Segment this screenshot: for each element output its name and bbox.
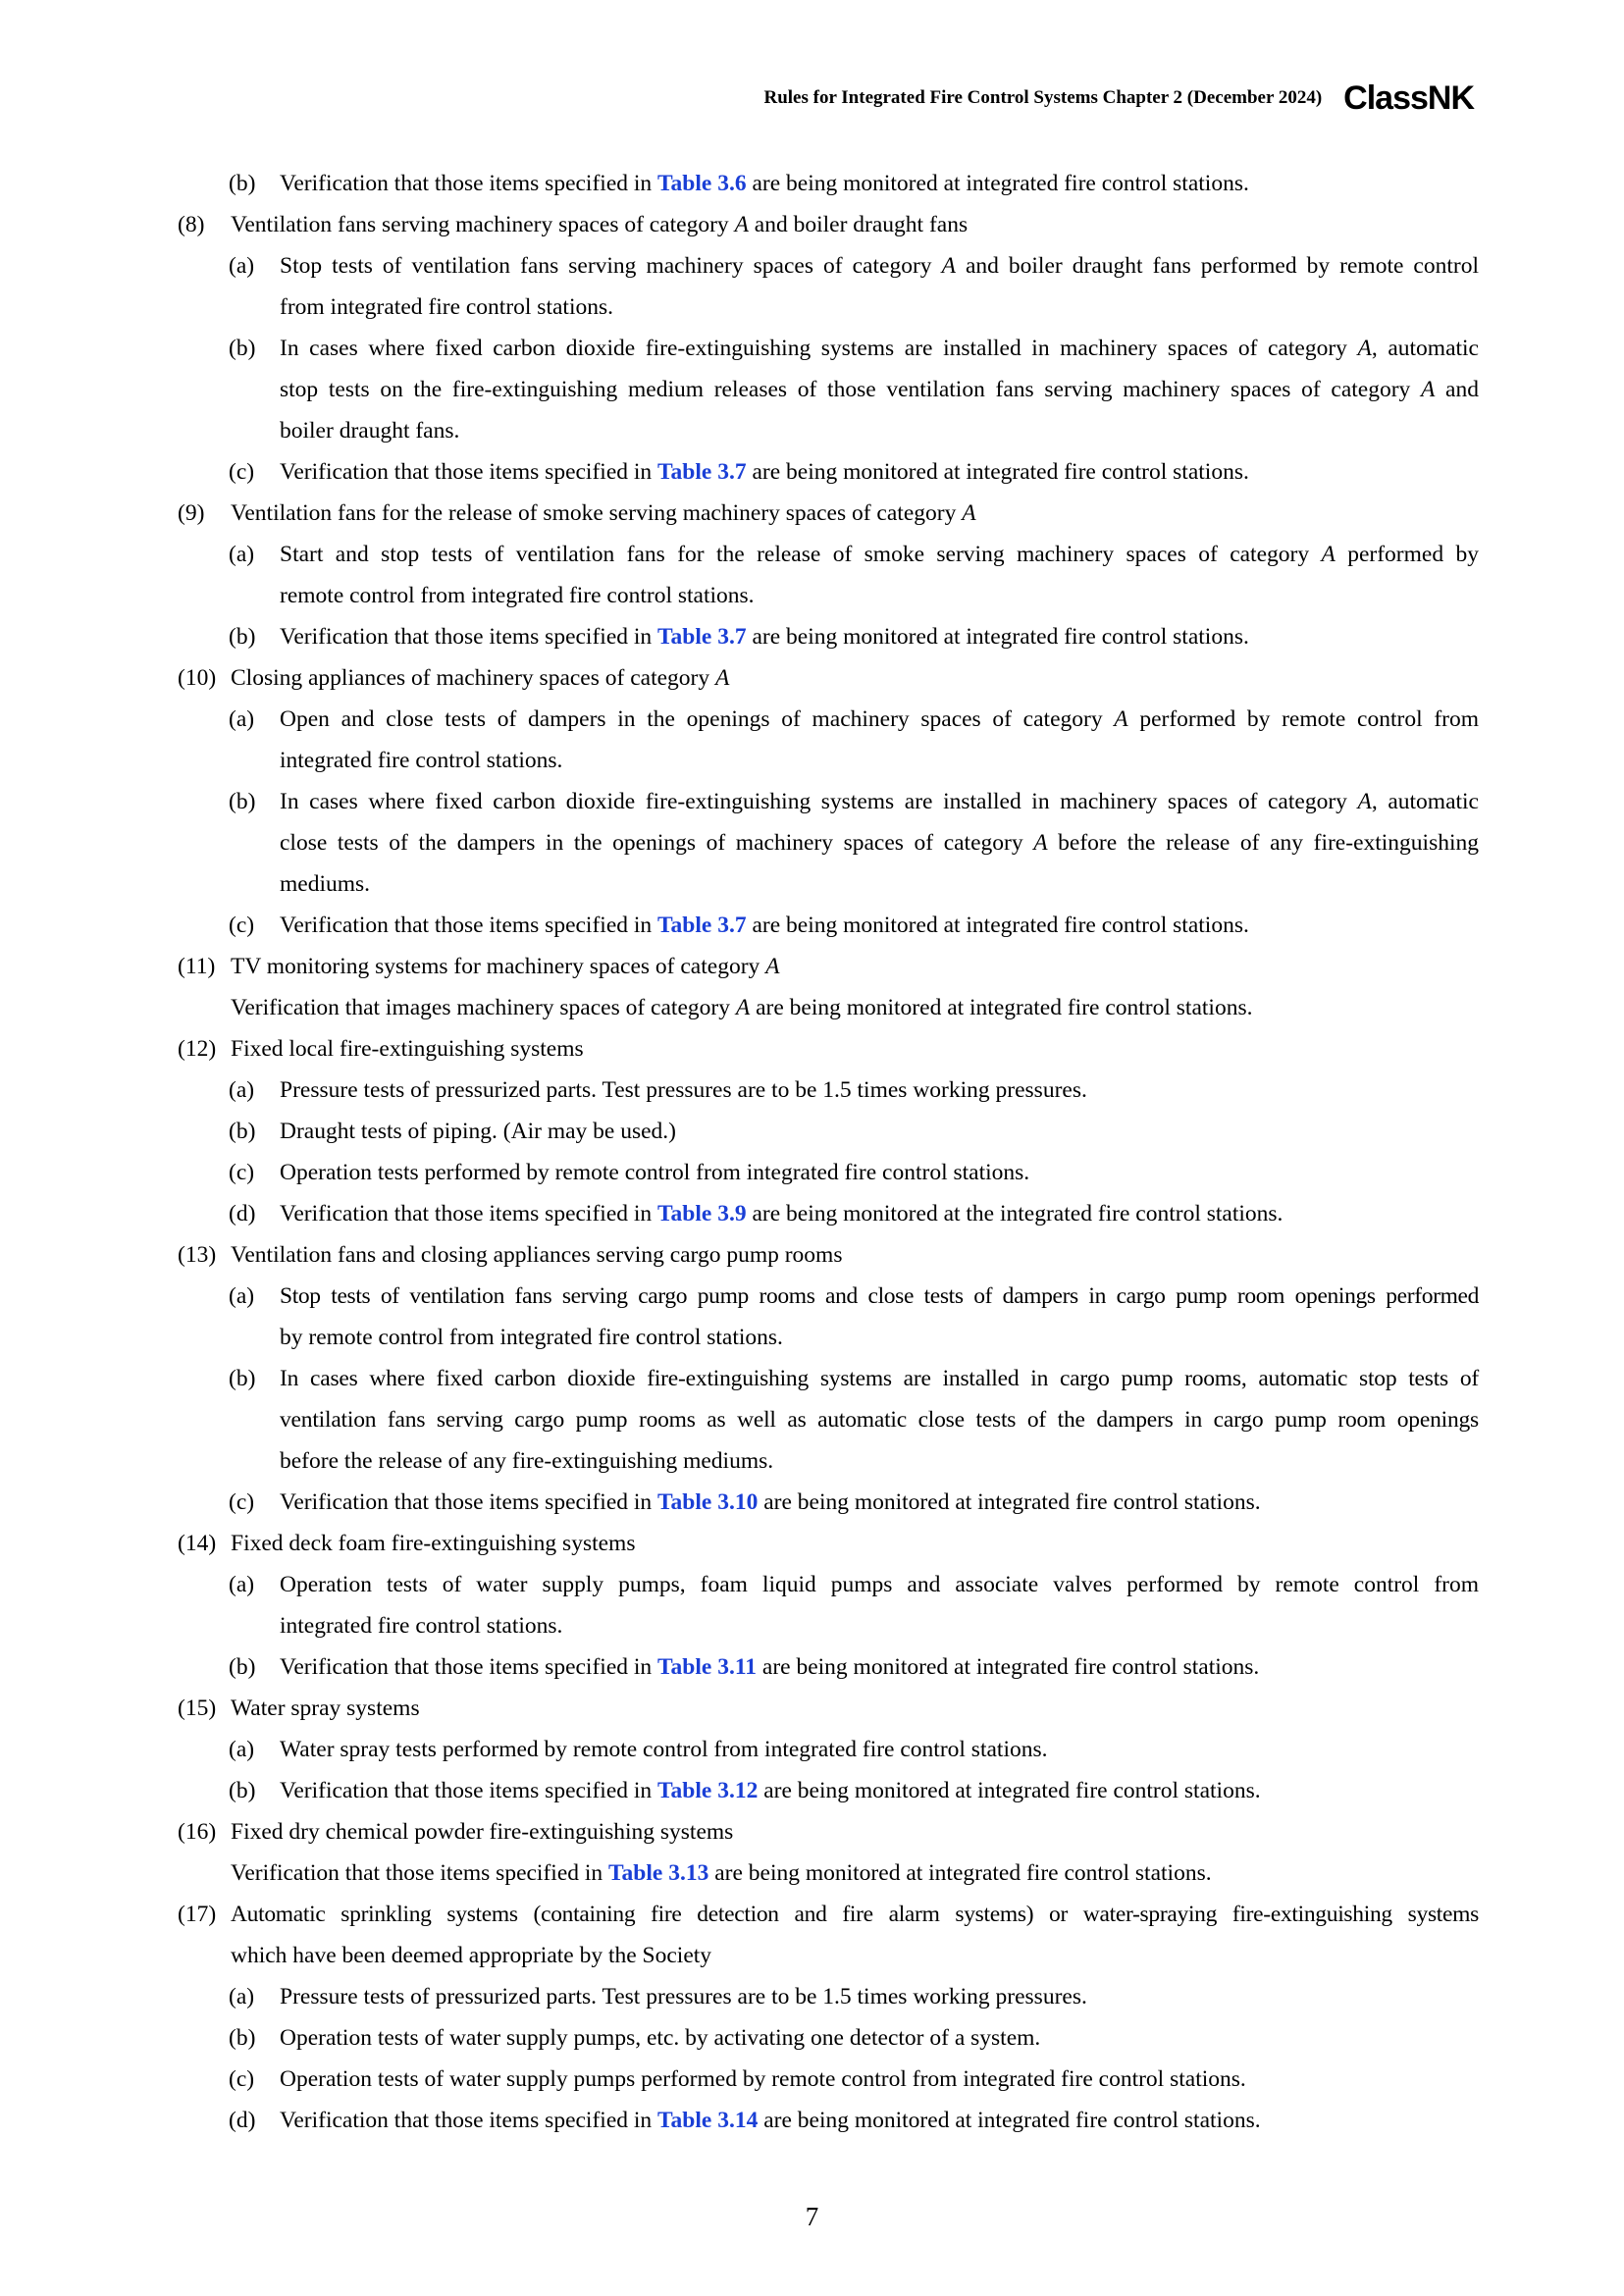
section-title: Ventilation fans and closing appliances serving cargo pump rooms xyxy=(231,1242,843,1268)
item-text: Operation tests of water supply pumps, foam liquid pumps and associate valves performed by remote control from xyxy=(280,1572,1479,1597)
item-label: (a) xyxy=(229,1572,255,1597)
item-label: (c) xyxy=(229,2066,255,2092)
section-label: (8) xyxy=(178,212,205,237)
item-label: (b) xyxy=(229,789,256,814)
section-label: (16) xyxy=(178,1819,217,1845)
item-text: In cases where fixed carbon dioxide fire-extinguishing systems are installed in machinery spaces of category A, automatic xyxy=(280,789,1479,814)
table-3-6-link[interactable]: Table 3.6 xyxy=(657,171,747,196)
section-item-9 xyxy=(0,493,1624,534)
list-item-continued: close tests of the dampers in the openings of machinery spaces of category A before the release of any fire-extinguishing xyxy=(280,830,1480,856)
item-label: (a) xyxy=(229,1984,255,2009)
list-item xyxy=(0,1193,1624,1234)
item-label: (a) xyxy=(229,706,255,732)
item-text: In cases where fixed carbon dioxide fire-extinguishing systems are installed in machinery spaces of category A, automatic xyxy=(280,336,1479,361)
section-item-15 xyxy=(0,1688,1624,1729)
item-text: Verification that those items specified in Table 3.7 are being monitored at integrated fire control stations. xyxy=(280,459,1249,485)
item-text: Stop tests of ventilation fans serving machinery spaces of category A and boiler draught fans performed by remote control xyxy=(280,253,1480,279)
section-text: Verification that images machinery spaces of category A are being monitored at integrated fire control stations. xyxy=(231,995,1253,1020)
list-item-continued: by remote control from integrated fire control stations. xyxy=(280,1325,783,1350)
list-item-continued: ventilation fans serving cargo pump rooms as well as automatic close tests of the dampers in cargo pump room openings xyxy=(280,1407,1479,1433)
section-title: Fixed local fire-extinguishing systems xyxy=(231,1036,584,1062)
section-title: Ventilation fans serving machinery spaces of category A and boiler draught fans xyxy=(231,212,969,237)
classnk-logo: ClassNK xyxy=(1343,79,1474,117)
list-item-continued: stop tests on the fire-extinguishing medium releases of those ventilation fans serving machinery spaces of category A and xyxy=(280,377,1479,402)
table-3-9-link[interactable]: Table 3.9 xyxy=(657,1201,747,1226)
list-item xyxy=(0,1770,1624,1811)
section-label: (11) xyxy=(178,954,216,979)
item-label: (b) xyxy=(229,336,256,361)
list-item-continued: integrated fire control stations. xyxy=(280,748,563,773)
list-item xyxy=(0,905,1624,946)
item-text: Water spray tests performed by remote control from integrated fire control stations. xyxy=(280,1737,1048,1762)
section-title: Closing appliances of machinery spaces of category A xyxy=(231,665,730,691)
item-label: (c) xyxy=(229,1160,255,1185)
section-title: Ventilation fans for the release of smoke serving machinery spaces of category A xyxy=(231,500,976,526)
item-label: (b) xyxy=(229,171,256,196)
section-item-17 xyxy=(0,1894,1624,1935)
item-label: (a) xyxy=(229,1737,255,1762)
item-text: Operation tests of water supply pumps, etc. by activating one detector of a system. xyxy=(280,2025,1041,2051)
item-text: Verification that those items specified in Table 3.12 are being monitored at integrated fire control stations. xyxy=(280,1778,1261,1803)
item-label: (b) xyxy=(229,624,256,650)
table-3-7-link[interactable]: Table 3.7 xyxy=(657,624,747,650)
item-text: Verification that those items specified in Table 3.7 are being monitored at integrated fire control stations. xyxy=(280,913,1249,938)
section-label: (13) xyxy=(178,1242,217,1268)
section-item-8 xyxy=(0,204,1624,245)
list-item xyxy=(0,1482,1624,1523)
list-item xyxy=(0,245,1624,287)
item-text: Pressure tests of pressurized parts. Test pressures are to be 1.5 times working pressures. xyxy=(280,1984,1087,2009)
section-title: TV monitoring systems for machinery spaces of category A xyxy=(231,954,780,979)
section-title-continued: which have been deemed appropriate by the Society xyxy=(231,1943,712,1968)
item-label: (c) xyxy=(229,459,255,485)
list-item-continued: integrated fire control stations. xyxy=(280,1613,563,1639)
page-number: 7 xyxy=(805,2202,819,2231)
list-item xyxy=(0,616,1624,657)
list-item xyxy=(0,1152,1624,1193)
list-item-continued: mediums. xyxy=(280,871,371,897)
item-text: Open and close tests of dampers in the openings of machinery spaces of category A performed by remote control from xyxy=(280,706,1479,732)
table-3-12-link[interactable]: Table 3.12 xyxy=(657,1778,759,1803)
item-text: Draught tests of piping. (Air may be used.) xyxy=(280,1119,676,1144)
item-label: (b) xyxy=(229,1119,256,1144)
header-title: Rules for Integrated Fire Control Systems Chapter 2 (December 2024) xyxy=(763,87,1323,108)
item-text: Verification that those items specified in Table 3.14 are being monitored at integrated fire control stations. xyxy=(280,2108,1261,2133)
list-item-continued: remote control from integrated fire control stations. xyxy=(280,583,755,608)
section-title: Automatic sprinkling systems (containing fire detection and fire alarm systems) or water-spraying fire-extinguishing systems xyxy=(231,1902,1479,1927)
item-label: (c) xyxy=(229,913,255,938)
section-label: (12) xyxy=(178,1036,217,1062)
list-item xyxy=(0,1564,1624,1605)
list-item xyxy=(0,163,1624,204)
item-text: In cases where fixed carbon dioxide fire-extinguishing systems are installed in cargo pump rooms, automatic stop tests of xyxy=(280,1366,1479,1391)
item-text: Verification that those items specified in Table 3.6 are being monitored at integrated fire control stations. xyxy=(280,171,1249,196)
section-item-10 xyxy=(0,657,1624,699)
item-label: (b) xyxy=(229,1366,256,1391)
section-label: (14) xyxy=(178,1531,217,1556)
list-item xyxy=(0,781,1624,822)
list-item xyxy=(0,1976,1624,2017)
list-item xyxy=(0,1276,1624,1317)
section-item-11 xyxy=(0,946,1624,987)
item-text: Verification that those items specified in Table 3.9 are being monitored at the integrated fire control stations. xyxy=(280,1201,1283,1226)
item-label: (a) xyxy=(229,253,255,279)
section-item-13 xyxy=(0,1234,1624,1276)
item-text: Verification that those items specified in Table 3.11 are being monitored at integrated fire control stations. xyxy=(280,1654,1260,1680)
list-item xyxy=(0,1111,1624,1152)
list-item xyxy=(0,1646,1624,1688)
item-label: (a) xyxy=(229,542,255,567)
list-item xyxy=(0,328,1624,369)
list-item-continued: boiler draught fans. xyxy=(280,418,460,444)
item-label: (c) xyxy=(229,1489,255,1515)
list-item xyxy=(0,1358,1624,1399)
section-item-14 xyxy=(0,1523,1624,1564)
section-item-12 xyxy=(0,1028,1624,1070)
list-item xyxy=(0,2017,1624,2059)
page-header xyxy=(0,77,1474,120)
section-item-16 xyxy=(0,1811,1624,1852)
section-title: Fixed dry chemical powder fire-extinguishing systems xyxy=(231,1819,734,1845)
table-3-7-link[interactable]: Table 3.7 xyxy=(657,459,747,485)
item-label: (a) xyxy=(229,1283,255,1309)
item-label: (a) xyxy=(229,1077,255,1103)
item-text: Pressure tests of pressurized parts. Test pressures are to be 1.5 times working pressures. xyxy=(280,1077,1087,1103)
list-item xyxy=(0,1729,1624,1770)
list-item xyxy=(0,1070,1624,1111)
list-item-continued: before the release of any fire-extinguishing mediums. xyxy=(280,1448,774,1474)
item-label: (b) xyxy=(229,2025,256,2051)
list-item xyxy=(0,2100,1624,2141)
list-item xyxy=(0,699,1624,740)
item-text: Start and stop tests of ventilation fans for the release of smoke serving machinery spaces of category A performed by xyxy=(280,542,1479,567)
item-text: Operation tests of water supply pumps performed by remote control from integrated fire control stations. xyxy=(280,2066,1246,2092)
item-label: (b) xyxy=(229,1654,256,1680)
list-item xyxy=(0,534,1624,575)
item-text: Operation tests performed by remote control from integrated fire control stations. xyxy=(280,1160,1030,1185)
item-label: (d) xyxy=(229,2108,256,2133)
list-item xyxy=(0,2059,1624,2100)
section-text: Verification that those items specified in Table 3.13 are being monitored at integrated fire control stations. xyxy=(231,1860,1212,1886)
item-label: (b) xyxy=(229,1778,256,1803)
section-label: (9) xyxy=(178,500,205,526)
list-item-continued: from integrated fire control stations. xyxy=(280,294,613,320)
section-label: (10) xyxy=(178,665,217,691)
section-label: (17) xyxy=(178,1902,217,1927)
section-title: Fixed deck foam fire-extinguishing systems xyxy=(231,1531,636,1556)
item-label: (d) xyxy=(229,1201,256,1226)
table-3-13-link[interactable]: Table 3.13 xyxy=(608,1860,709,1886)
table-3-11-link[interactable]: Table 3.11 xyxy=(657,1654,758,1680)
list-item xyxy=(0,451,1624,493)
item-text: Verification that those items specified in Table 3.10 are being monitored at integrated fire control stations. xyxy=(280,1489,1261,1515)
table-3-14-link[interactable]: Table 3.14 xyxy=(657,2108,759,2133)
item-text: Verification that those items specified in Table 3.7 are being monitored at integrated fire control stations. xyxy=(280,624,1249,650)
item-text: Stop tests of ventilation fans serving cargo pump rooms and close tests of dampers in cargo pump room openings performed xyxy=(280,1283,1479,1309)
table-3-10-link[interactable]: Table 3.10 xyxy=(657,1489,759,1515)
section-label: (15) xyxy=(178,1696,217,1721)
document-body xyxy=(0,163,1624,2141)
section-title: Water spray systems xyxy=(231,1696,420,1721)
table-3-7-link[interactable]: Table 3.7 xyxy=(657,913,747,938)
